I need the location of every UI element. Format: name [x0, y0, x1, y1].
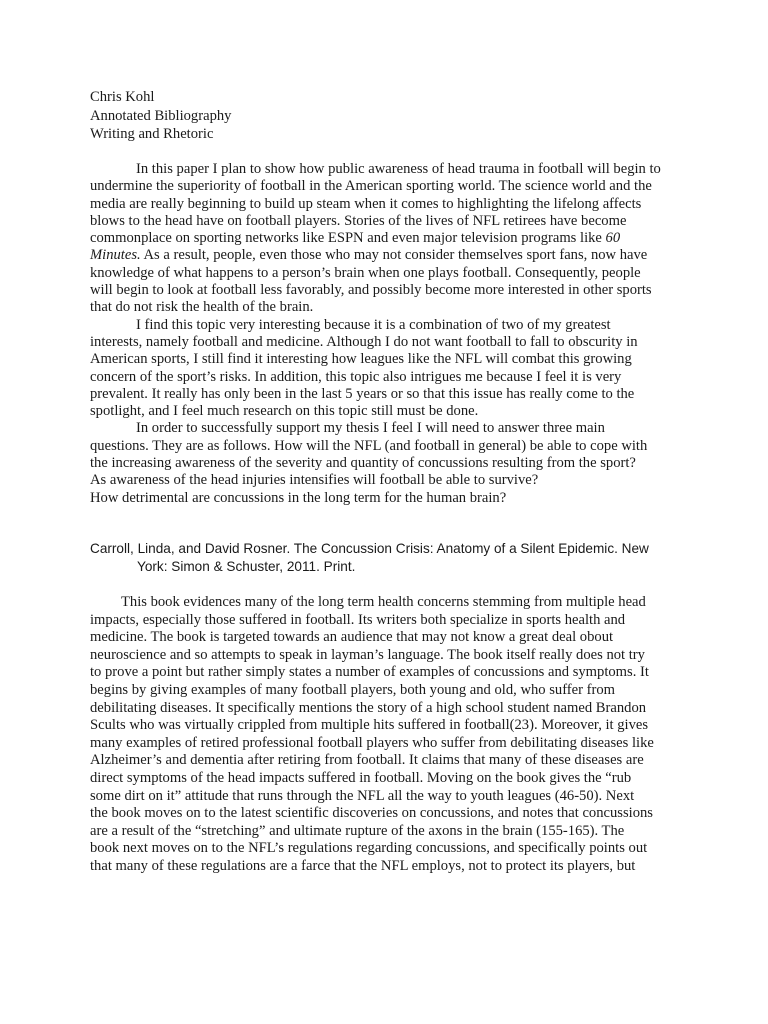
annotation-line: to prove a point but rather simply states a number of examples of concussions and symptoms. It [90, 664, 649, 681]
annotation-line: Scults who was virtually crippled from multiple hits suffered in football(23). Moreover, it gives [90, 717, 649, 734]
annotation-line: book next moves on to the NFL’s regulations regarding concussions, and specifically points out [90, 840, 648, 857]
introduction [90, 161, 710, 507]
paragraph-line: spotlight, and I feel much research on this topic still must be done. [90, 403, 479, 420]
italic-title: 60 [605, 230, 621, 247]
paragraph-line: interests, namely football and medicine. Although I do not want football to fall to obscurity in [90, 333, 638, 350]
paragraph-line: concern of the sport’s risks. In addition, this topic also intrigues me because I feel it is very [90, 368, 622, 385]
annotation-line: Alzheimer’s and dementia after retiring from football. It claims that many of these diseases are [90, 752, 644, 769]
paragraph-line: prevalent. It really has only been in the last 5 years or so that this issue has really come to the [90, 385, 635, 402]
italic-title: Minutes. [90, 247, 141, 264]
citation-line: York: Simon & Schuster, 2011. Print. [137, 559, 356, 574]
document-header [90, 88, 231, 144]
annotation-line: impacts, especially those suffered in football. Its writers both specialize in sports health and [90, 611, 626, 628]
citation-line: Carroll, Linda, and David Rosner. The Concussion Crisis: Anatomy of a Silent Epidemic. New [90, 541, 649, 556]
annotation-line: begins by giving examples of many football players, both young and old, who suffer from [90, 681, 616, 698]
paragraph-line: As awareness of the head injuries intensifies will football be able to survive? [90, 472, 539, 489]
paragraph-line: knowledge of what happens to a person’s brain when one plays football. Consequently, people [90, 264, 641, 281]
paragraph-line: blows to the head have on football players. Stories of the lives of NFL retirees have become [90, 212, 627, 229]
paragraph-line: undermine the superiority of football in the American sporting world. The science world and the [90, 178, 652, 195]
paragraph-line: In order to successfully support my thesis I feel I will need to answer three main [136, 420, 605, 437]
annotation-line: This book evidences many of the long term health concerns stemming from multiple head [121, 594, 646, 610]
author-name: Chris Kohl [90, 89, 155, 105]
annotation-line: are a result of the “stretching” and ultimate rupture of the axons in the brain (155-165). The [90, 822, 625, 839]
annotation-line: many examples of retired professional football players who suffer from debilitating diseases like [90, 734, 654, 751]
annotation-line: direct symptoms of the head impacts suffered in football. Moving on the book gives the “rub [90, 769, 632, 786]
annotation-line: that many of these regulations are a farce that the NFL employs, not to protect its players, but [90, 857, 636, 874]
annotation-line: debilitating diseases. It specifically mentions the story of a high school student named Brandon [90, 699, 647, 716]
annotation-line: medicine. The book is targeted towards an audience that may not know a great deal obout [90, 629, 614, 646]
paragraph-line: I find this topic very interesting because it is a combination of two of my greatest [136, 316, 611, 333]
course-name: Writing and Rhetoric [90, 126, 214, 142]
paragraph-line: the increasing awareness of the severity and quantity of concussions resulting from the sport? [90, 455, 636, 472]
paragraph-line: American sports, I still find it interesting how leagues like the NFL will combat this growing [90, 351, 632, 368]
paragraph-line: How detrimental are concussions in the long term for the human brain? [90, 489, 507, 506]
paragraph-line: will begin to look at football less favorably, and possibly become more interested in other sports [90, 282, 652, 299]
paragraph-line: In this paper I plan to show how public awareness of head trauma in football will begin to [136, 161, 661, 177]
annotation-line: neuroscience and so attempts to speak in layman’s language. The book itself really does not try [90, 646, 645, 663]
paragraph-line: that do not risk the health of the brain. [90, 299, 314, 316]
paragraph-line: commonplace on sporting networks like ESPN and even major television programs like 60 [90, 230, 621, 247]
document-type: Annotated Bibliography [90, 107, 232, 124]
bibliography-citation [90, 540, 649, 576]
annotation-line: some dirt on it” attitude that runs through the NFL all the way to youth leagues (46-50). Next [90, 787, 635, 804]
paragraph-line: questions. They are as follows. How will the NFL (and football in general) be able to cope with [90, 437, 648, 454]
paragraph-line: Minutes. As a result, people, even those who may not consider themselves sport fans, now have [90, 247, 648, 264]
annotation [90, 594, 654, 876]
paragraph-line: media are really beginning to build up steam when it comes to highlighting the lifelong affects [90, 195, 642, 212]
annotation-line: the book moves on to the latest scientific discoveries on concussions, and notes that concussions [90, 805, 653, 822]
